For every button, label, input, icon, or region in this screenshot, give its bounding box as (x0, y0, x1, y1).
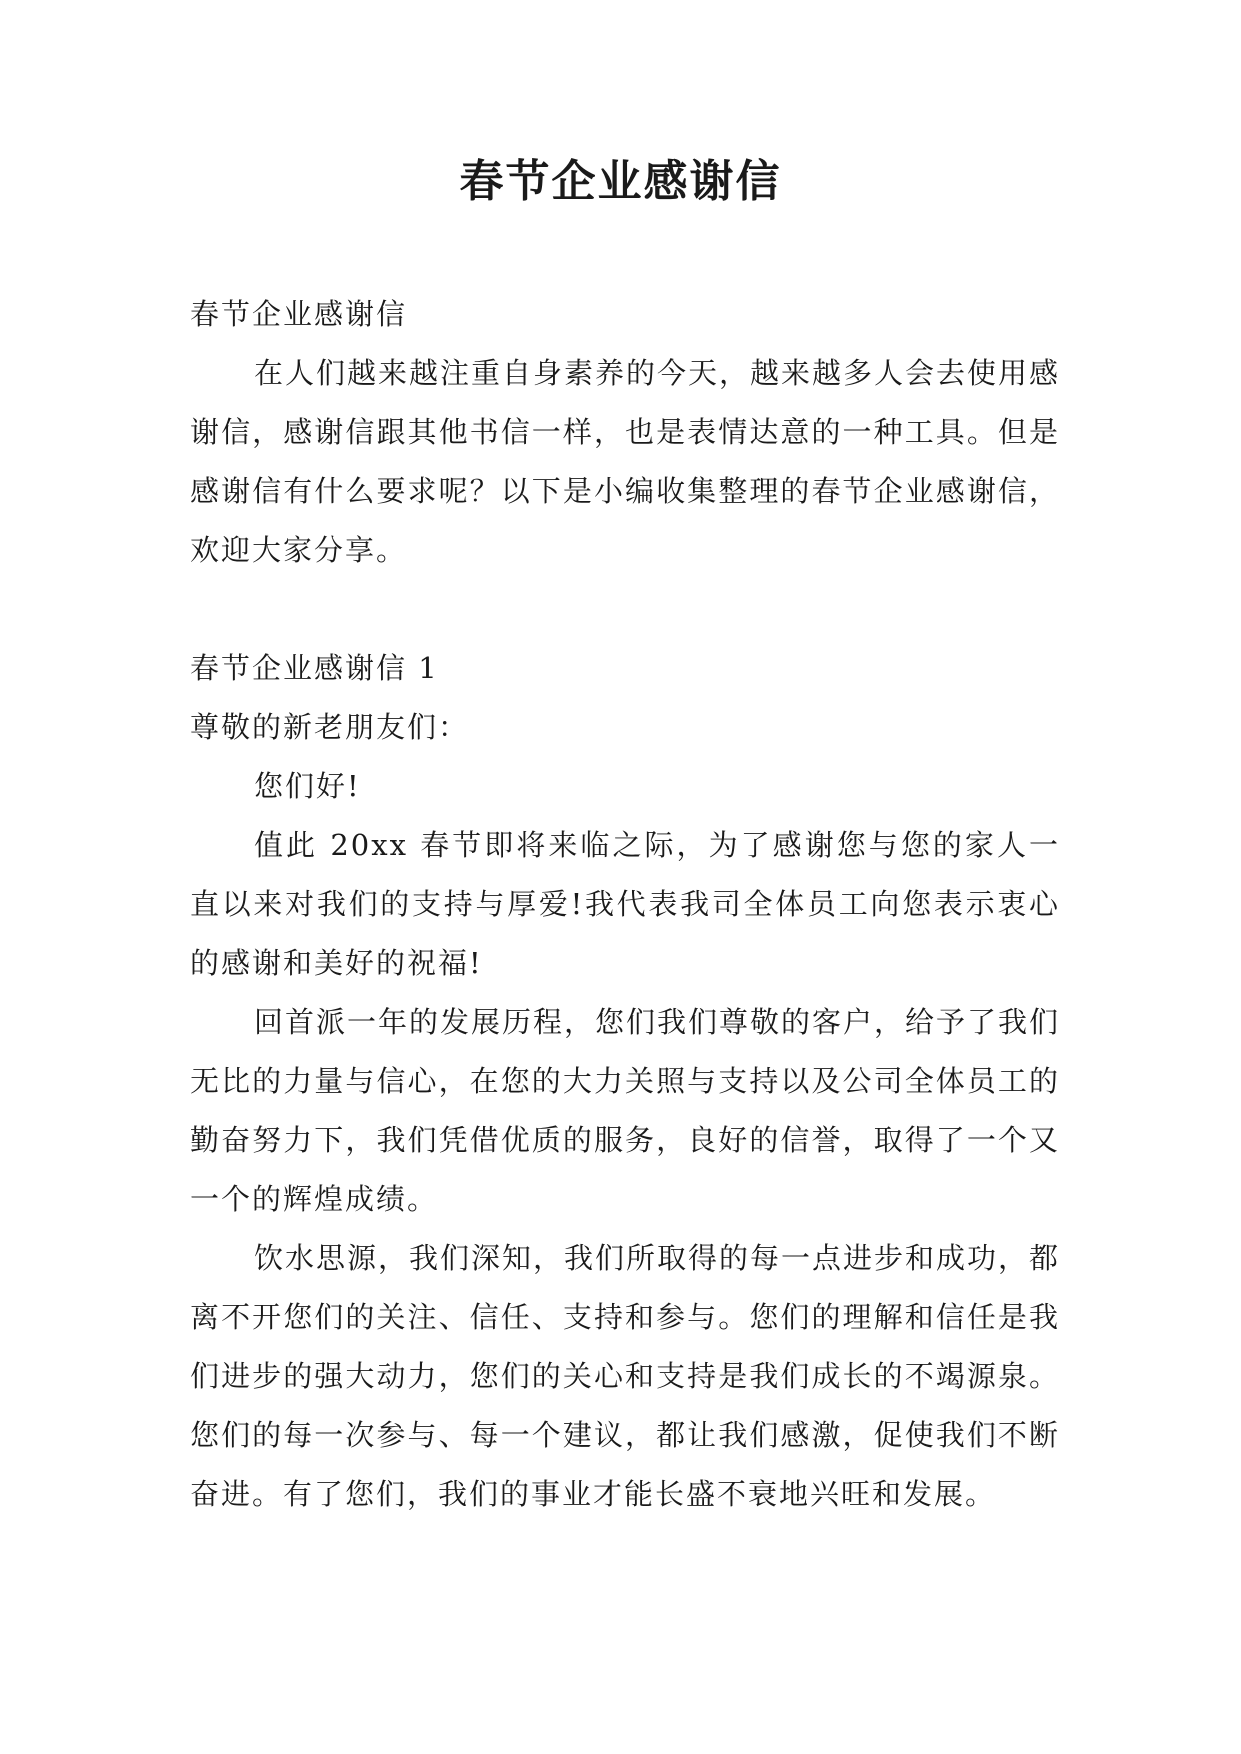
letter-paragraph: 回首派一年的发展历程，您们我们尊敬的客户，给予了我们无比的力量与信心，在您的大力关照与支持以及公司全体员工的勤奋努力下，我们凭借优质的服务，良好的信誉，取得了一个又一个的辉煌成绩。 (190, 1005, 1061, 1216)
letter-greeting: 您们好! (254, 769, 361, 803)
letter-heading: 春节企业感谢信 1 (190, 651, 439, 685)
document-body (190, 285, 1060, 1524)
letter-salutation: 尊敬的新老朋友们： (190, 710, 470, 744)
letter-paragraph: 值此 20xx 春节即将来临之际，为了感谢您与您的家人一直以来对我们的支持与厚爱!我代表我司全体员工向您表示衷心的感谢和美好的祝福! (190, 828, 1060, 980)
section-spacer (190, 580, 1060, 639)
intro-paragraph: 在人们越来越注重自身素养的今天，越来越多人会去使用感谢信，感谢信跟其他书信一样，也是表情达意的一种工具。但是感谢信有什么要求呢？以下是小编收集整理的春节企业感谢信，欢迎大家分享。 (190, 356, 1061, 567)
letter-paragraph: 饮水思源，我们深知，我们所取得的每一点进步和成功，都离不开您们的关注、信任、支持和参与。您们的理解和信任是我们进步的强大动力，您们的关心和支持是我们成长的不竭源泉。您们的每一次参与、每一个建议，都让我们感激，促使我们不断奋进。有了您们，我们的事业才能长盛不衰地兴旺和发展。 (190, 1241, 1061, 1511)
document-title: 春节企业感谢信 (459, 156, 782, 207)
document-subtitle: 春节企业感谢信 (190, 297, 408, 331)
